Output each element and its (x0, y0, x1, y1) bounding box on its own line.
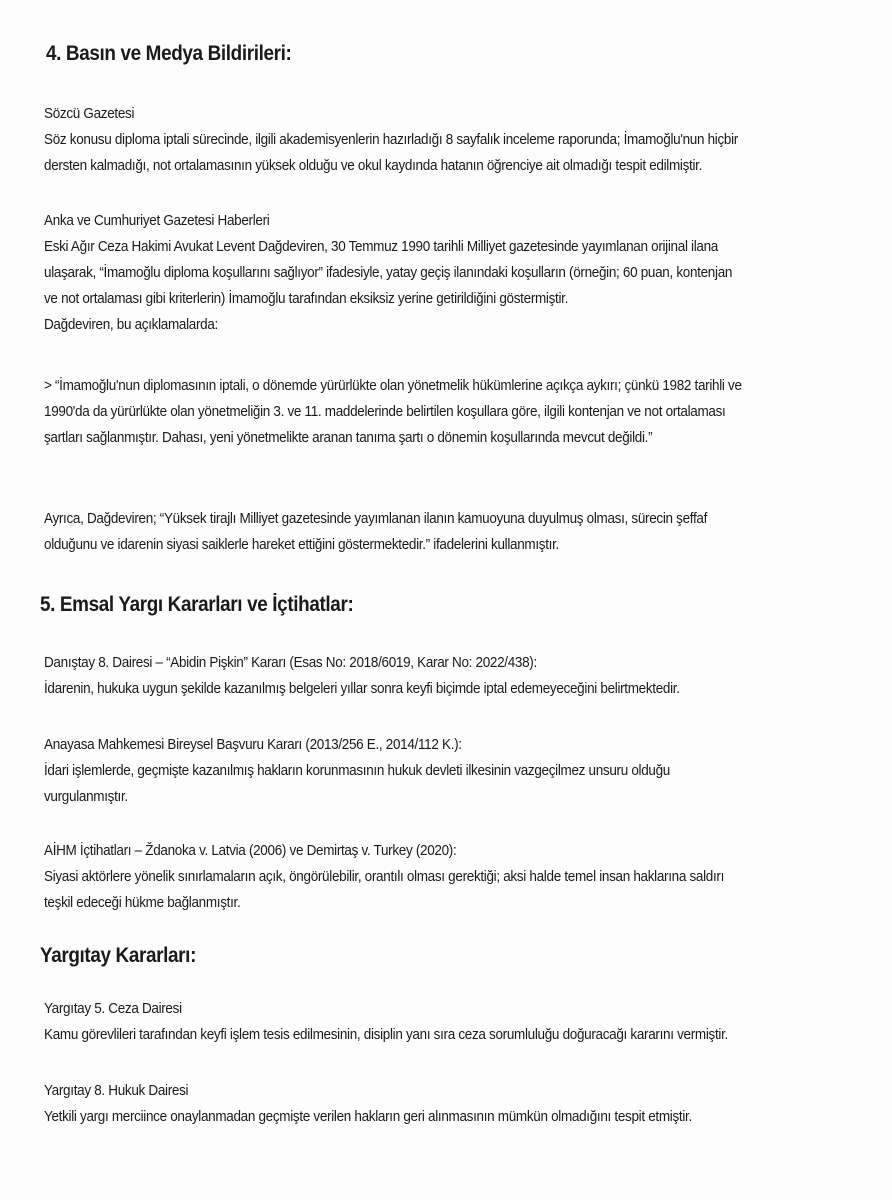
aym-block (44, 732, 782, 810)
anka-title: Anka ve Cumhuriyet Gazetesi Haberleri (44, 212, 270, 229)
paragraph-line: Ayrıca, Dağdeviren; “Yüksek tirajlı Milliyet gazetesinde yayımlanan ilanın kamuoyuna duyulmuş olması, sürecin şeffaf (44, 510, 708, 527)
sozcu-title: Sözcü Gazetesi (44, 105, 135, 122)
danistay-block (44, 650, 782, 702)
paragraph-line: Dağdeviren, bu açıklamalarda: (44, 316, 218, 333)
section-5-heading: 5. Emsal Yargı Kararları ve İçtihatlar: (40, 593, 354, 616)
yargitay-ceza-block (44, 996, 782, 1048)
paragraph-line: Yetkili yargı merciince onaylanmadan geçmişte verilen hakların geri alınmasının mümkün olmadığını tespit etmiştir. (44, 1108, 692, 1125)
sozcu-block (44, 101, 782, 179)
paragraph-line: Eski Ağır Ceza Hakimi Avukat Levent Dağdeviren, 30 Temmuz 1990 tarihli Milliyet gazetesinde yayımlanan orijinal ilana (44, 238, 719, 255)
paragraph-line: Siyasi aktörlere yönelik sınırlamaların açık, öngörülebilir, orantılı olması gerektiği; aksi halde temel insan haklarına saldırı (44, 868, 725, 885)
paragraph-line: Kamu görevlileri tarafından keyfi işlem tesis edilmesinin, disiplin yanı sıra ceza sorumluluğu doğuracağı kararını vermiştir. (44, 1026, 728, 1043)
quote-line: > “İmamoğlu'nun diplomasının iptali, o dönemde yürürlükte olan yönetmelik hükümlerine açıkça aykırı; çünkü 1982 tarihli ve (44, 377, 742, 394)
anka-block (44, 208, 782, 338)
quote-block (44, 373, 782, 451)
quote-line: şartları sağlanmıştır. Dahası, yeni yönetmelikte aranan tanıma şartı o dönemin koşullarında mevcut değildi.” (44, 429, 653, 446)
section-4-heading: 4. Basın ve Medya Bildirileri: (46, 42, 292, 65)
paragraph-line: teşkil edeceği hükme bağlanmıştır. (44, 894, 241, 911)
yargitay-ceza-title: Yargıtay 5. Ceza Dairesi (44, 1000, 182, 1017)
aihm-block (44, 838, 782, 916)
paragraph-line: olduğunu ve idarenin siyasi saiklerle hareket ettiğini göstermektedir.” ifadelerini kullanmıştır. (44, 536, 559, 553)
paragraph-line: İdarenin, hukuka uygun şekilde kazanılmış belgeleri yıllar sonra keyfi biçimde iptal edemeyeceğini belirtmektedir. (44, 680, 680, 697)
yargitay-heading: Yargıtay Kararları: (40, 944, 197, 967)
danistay-title: Danıştay 8. Dairesi – “Abidin Pişkin” Kararı (Esas No: 2018/6019, Karar No: 2022/438): (44, 654, 537, 671)
paragraph-line: ve not ortalaması gibi kriterlerin) İmamoğlu tarafından eksiksiz yerine getirildiğini göstermiştir. (44, 290, 569, 307)
yargitay-hukuk-title: Yargıtay 8. Hukuk Dairesi (44, 1082, 189, 1099)
ayrica-block (44, 506, 782, 558)
paragraph-line: İdari işlemlerde, geçmişte kazanılmış hakların korunmasının hukuk devleti ilkesinin vazgeçilmez unsuru olduğu (44, 762, 670, 779)
paragraph-line: dersten kalmadığı, not ortalamasının yüksek olduğu ve okul kaydında hatanın öğrenciye ait olmadığı tespit edilmiştir. (44, 157, 703, 174)
yargitay-hukuk-block (44, 1078, 782, 1130)
aym-title: Anayasa Mahkemesi Bireysel Başvuru Kararı (2013/256 E., 2014/112 K.): (44, 736, 462, 753)
quote-line: 1990'da da yürürlükte olan yönetmeliğin 3. ve 11. maddelerinde belirtilen koşullara göre, ilgili kontenjan ve not ortalaması (44, 403, 726, 420)
paragraph-line: Söz konusu diploma iptali sürecinde, ilgili akademisyenlerin hazırladığı 8 sayfalık inceleme raporunda; İmamoğlu'nun hiçbir (44, 131, 738, 148)
paragraph-line: vurgulanmıştır. (44, 788, 128, 805)
paragraph-line: ulaşarak, “İmamoğlu diploma koşullarını sağlıyor” ifadesiyle, yatay geçiş ilanındaki koşulların (örneğin; 60 puan, kontenjan (44, 264, 733, 281)
aihm-title: AİHM İçtihatları – Ždanoka v. Latvia (2006) ve Demirtaş v. Turkey (2020): (44, 842, 457, 859)
